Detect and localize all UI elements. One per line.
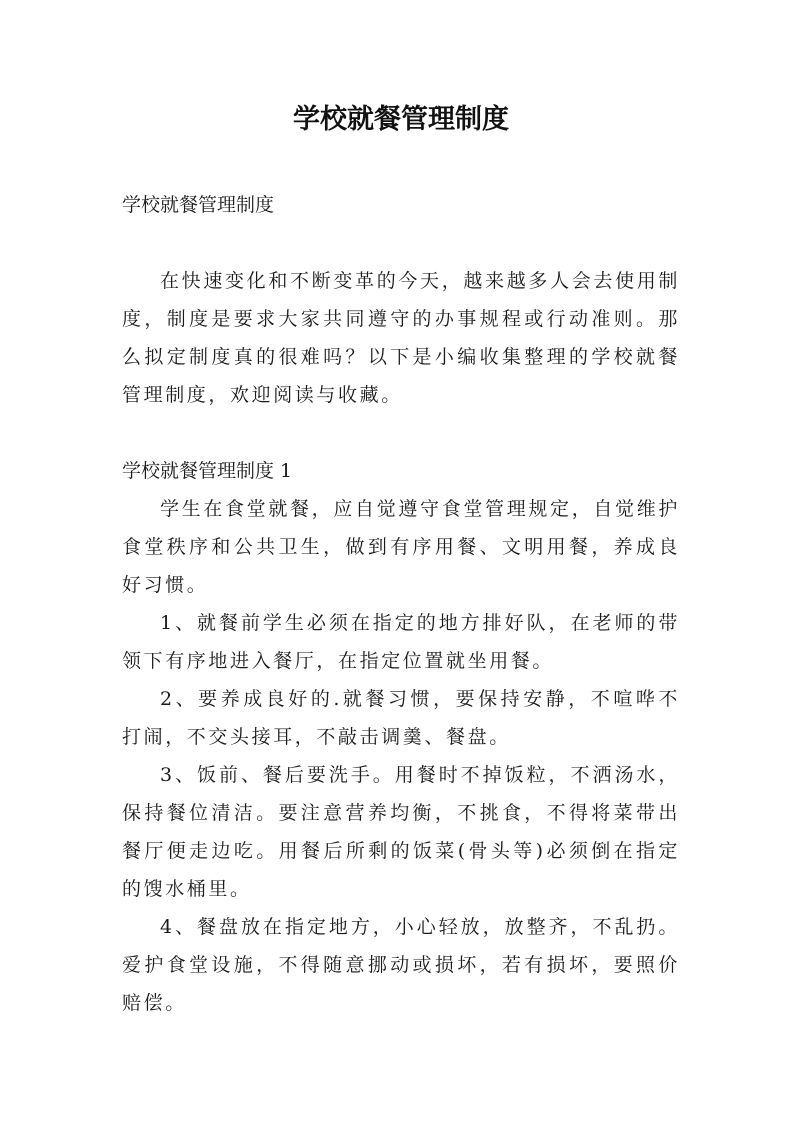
section-paragraph: 3、饭前、餐后要洗手。用餐时不掉饭粒，不洒汤水，保持餐位清洁。要注意营养均衡，不挑食，不得将菜带出餐厅便走边吃。用餐后所剩的饭菜(骨头等)必须倒在指定的馊水桶里。 [122, 764, 680, 900]
document-title: 学校就餐管理制度 [293, 104, 509, 135]
section-paragraph: 1、就餐前学生必须在指定的地方排好队，在老师的带领下有序地进入餐厅，在指定位置就坐用餐。 [122, 612, 680, 672]
intro-block [122, 262, 680, 414]
section-1 [122, 452, 680, 1022]
section-paragraph: 学生在食堂就餐，应自觉遵守食堂管理规定，自觉维护食堂秩序和公共卫生，做到有序用餐、文明用餐，养成良好习惯。 [122, 498, 680, 596]
section-paragraph: 2、要养成良好的.就餐习惯，要保持安静，不喧哗不打闹，不交头接耳，不敲击调羹、餐盘。 [122, 688, 680, 748]
document-subtitle: 学校就餐管理制度 [122, 194, 275, 216]
section-paragraph: 4、餐盘放在指定地方，小心轻放，放整齐，不乱扔。爱护食堂设施，不得随意挪动或损坏，若有损坏，要照价赔偿。 [122, 916, 680, 1014]
intro-paragraph: 在快速变化和不断变革的今天，越来越多人会去使用制度，制度是要求大家共同遵守的办事规程或行动准则。那么拟定制度真的很难吗？以下是小编收集整理的学校就餐管理制度，欢迎阅读与收藏。 [122, 270, 680, 406]
section-heading: 学校就餐管理制度 1 [122, 460, 293, 482]
